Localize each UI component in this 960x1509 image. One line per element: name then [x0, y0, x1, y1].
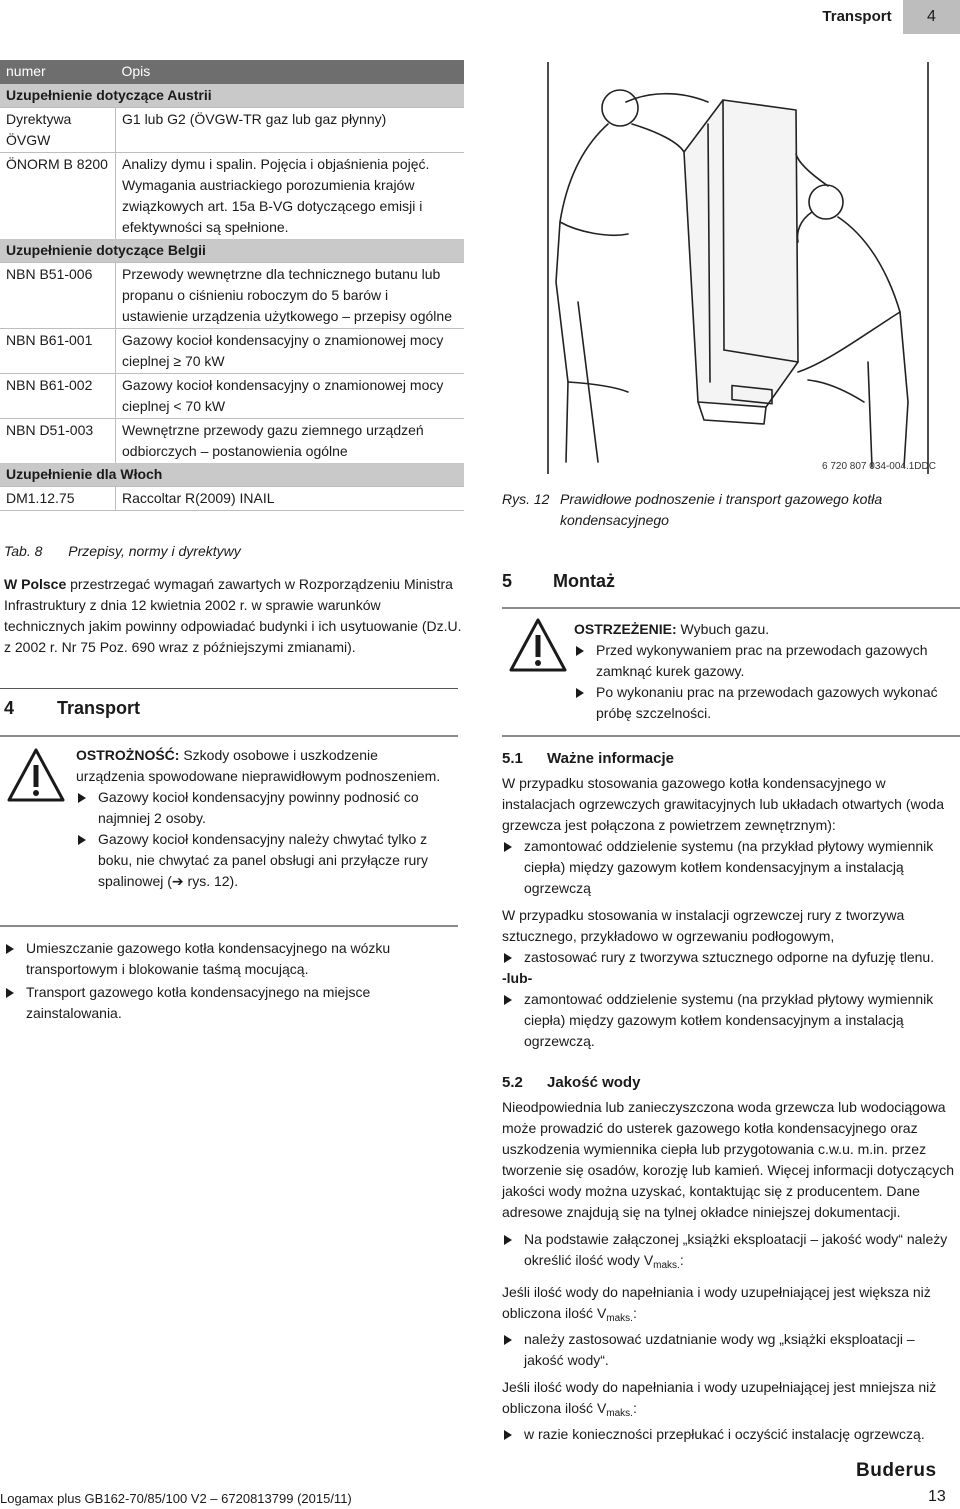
- table-row: [0, 329, 464, 374]
- list-item: [502, 836, 956, 899]
- list-item: [502, 989, 956, 1052]
- brand-logo: Buderus: [856, 1460, 937, 1481]
- poland-paragraph: [4, 574, 462, 658]
- poland-text: przestrzegać wymagań zawartych w Rozporządzeniu Ministra Infrastruktury z dnia 12 kwietnia 2002 r. w sprawie warunków technicznych jakim powinny odpowiadać budynki i ich usytuowanie (Dz.U. z 2002 r. Nr 75 Poz. 690 wraz z późniejszymi zmianami).: [4, 576, 462, 655]
- bullet-arrow-icon: [576, 688, 584, 698]
- header-title: Transport: [822, 8, 892, 25]
- caution-title: OSTROŻNOŚĆ:: [76, 747, 180, 763]
- table-caption-label: Tab. 8: [4, 543, 43, 559]
- list-item-text: należy zastosować uzdatnianie wody wg „książki eksploatacji – jakość wody“.: [524, 1331, 915, 1368]
- list-item: [76, 829, 446, 892]
- warning-description: Wybuch gazu.: [676, 621, 770, 637]
- paragraph: [502, 1282, 956, 1329]
- caution-text: [76, 745, 446, 892]
- bullet-arrow-icon: [504, 842, 512, 852]
- list-item-text: zamontować oddzielenie systemu (na przykład płytowy wymiennik ciepła) między gazowym kotłem kondensacyjnym a instalacją ogrzewczą: [524, 838, 934, 896]
- section-5-1-number: 5.1: [502, 750, 523, 767]
- table-cell-description: Wewnętrzne przewody gazu ziemnego urządzeń odbiorczych – postanowienia ogólne: [116, 419, 465, 464]
- section-5-2-number: 5.2: [502, 1074, 523, 1091]
- table-caption-text: Przepisy, normy i dyrektywy: [68, 543, 241, 559]
- section-4-title: Transport: [57, 698, 141, 718]
- or-separator: -lub-: [502, 970, 533, 986]
- boiler-lifting-illustration: [508, 62, 952, 474]
- section-divider: [0, 688, 458, 689]
- warning-triangle-icon: [508, 617, 568, 673]
- bullet-arrow-icon: [78, 835, 86, 845]
- section-5-1-heading: [502, 748, 956, 769]
- footer-document: Logamax plus GB162-70/85/100 V2 – 6720813799 (2015/11): [0, 1491, 352, 1506]
- list-item: [502, 1329, 956, 1371]
- section-5-2-heading: [502, 1072, 956, 1093]
- list-item: [4, 982, 460, 1024]
- section-5-1-title: Ważne informacje: [547, 750, 675, 767]
- section-4-list: [4, 938, 460, 1024]
- section-row-italy: Uzupełnienie dla Włoch: [0, 463, 464, 487]
- table-cell-description: Analizy dymu i spalin. Pojęcia i objaśnienia pojęć. Wymagania austriackiego porozumienia krajów związkowych art. 15a B-VG dotyczącego emisji i efektywności są spełnione.: [116, 153, 465, 240]
- standards-table: [0, 60, 464, 511]
- bullet-arrow-icon: [504, 995, 512, 1005]
- section-5-heading: [502, 571, 615, 592]
- list-item: [76, 787, 446, 829]
- table-row: [0, 153, 464, 240]
- caution-box: [0, 735, 458, 927]
- bullet-arrow-icon: [504, 1235, 512, 1245]
- table-cell-number: NBN B61-002: [0, 374, 116, 419]
- list-item-text: Przed wykonywaniem prac na przewodach gazowych zamknąć kurek gazowy.: [596, 642, 928, 679]
- list-item-text: zamontować oddzielenie systemu (na przykład płytowy wymiennik ciepła) między gazowym kotłem kondensacyjnym a instalacją ogrzewczą.: [524, 991, 934, 1049]
- section-row-austria: Uzupełnienie dotyczące Austrii: [0, 84, 464, 108]
- paragraph: W przypadku stosowania gazowego kotła kondensacyjnego w instalacjach ogrzewczych grawitacyjnych lub układach otwartych (woda grzewcza jest połączona z powietrzem zewnętrznym):: [502, 775, 944, 833]
- section-4-number: 4: [4, 698, 15, 718]
- paragraph-text: Jeśli ilość wody do napełniania i wody uzupełniającej jest większa niż obliczona ilość V: [502, 1284, 931, 1321]
- bullet-arrow-icon: [78, 793, 86, 803]
- table-cell-description: Raccoltar R(2009) INAIL: [116, 487, 465, 511]
- col-header-number: numer: [0, 60, 116, 84]
- table-cell-number: NBN D51-003: [0, 419, 116, 464]
- list-item-text: Po wykonaniu prac na przewodach gazowych wykonać próbę szczelności.: [596, 684, 938, 721]
- list-item: [574, 640, 954, 682]
- figure-boiler-lifting: [508, 62, 952, 474]
- subscript-maks: maks.: [606, 1408, 633, 1419]
- table-cell-number: DM1.12.75: [0, 487, 116, 511]
- section-5-number: 5: [502, 571, 513, 591]
- section-5-1: [502, 748, 956, 1052]
- table-cell-description: Gazowy kocioł kondensacyjny o znamionowej mocy cieplnej ≥ 70 kW: [116, 329, 465, 374]
- section-row-belgium: Uzupełnienie dotyczące Belgii: [0, 239, 464, 263]
- bullet-arrow-icon: [576, 646, 584, 656]
- section-5-2: [502, 1072, 956, 1445]
- list-item-text: Gazowy kocioł kondensacyjny powinny podnosić co najmniej 2 osoby.: [98, 789, 419, 826]
- table-cell-description: G1 lub G2 (ÖVGW-TR gaz lub gaz płynny): [116, 108, 465, 153]
- table-row: [0, 108, 464, 153]
- table-row: [0, 487, 464, 511]
- list-item-text: Transport gazowego kotła kondensacyjnego na miejsce zainstalowania.: [26, 984, 371, 1021]
- list-item-text: Umieszczanie gazowego kotła kondensacyjnego na wózku transportowym i blokowanie taśmą mocującą.: [26, 940, 391, 977]
- subscript-maks: maks.: [606, 1313, 633, 1324]
- table-row: [0, 419, 464, 464]
- bullet-arrow-icon: [504, 1335, 512, 1345]
- table-cell-number: NBN B51-006: [0, 263, 116, 329]
- warning-box: [502, 607, 960, 737]
- subscript-maks: maks.: [653, 1260, 680, 1271]
- table-cell-number: Dyrektywa ÖVGW: [0, 108, 116, 153]
- caution-description: Szkody osobowe i uszkodzenie urządzenia spowodowane nieprawidłowym podnoszeniem.: [76, 747, 441, 784]
- figure-caption-text: Prawidłowe podnoszenie i transport gazowego kotła kondensacyjnego: [560, 491, 883, 528]
- bullet-arrow-icon: [504, 953, 512, 963]
- list-item: [4, 938, 460, 980]
- list-item: [502, 1424, 956, 1445]
- list-item-text: zastosować rury z tworzywa sztucznego odporne na dyfuzję tlenu.: [524, 949, 935, 965]
- paragraph: W przypadku stosowania w instalacji ogrzewczej rury z tworzywa sztucznego, przykładowo w ogrzewaniu podłogowym,: [502, 907, 905, 944]
- poland-bold: W Polsce: [4, 576, 67, 592]
- warning-title: OSTRZEŻENIE:: [574, 621, 677, 637]
- bullet-arrow-icon: [504, 1430, 512, 1440]
- figure-caption: [502, 489, 942, 531]
- section-4-heading: [4, 698, 140, 719]
- paragraph: Nieodpowiednia lub zanieczyszczona woda grzewcza lub wodociągowa może prowadzić do usterek gazowego kotła kondensacyjnego oraz uszkodzenia wymiennika ciepła lub przygotowania c.w.u. m.in. przez tworzenie się osadów, korozję lub kamień. Więcej informacji dotyczących jakości wody można uzyskać, kontaktując się z producentem. Dane adresowe znajdują się na tylnej okładce niniejszej dokumentacji.: [502, 1099, 955, 1220]
- colon: :: [632, 1305, 637, 1321]
- table-row: [0, 374, 464, 419]
- table-cell-number: NBN B61-001: [0, 329, 116, 374]
- paragraph-text: Jeśli ilość wody do napełniania i wody uzupełniającej jest mniejsza niż obliczona ilość V: [502, 1379, 937, 1416]
- section-5-2-title: Jakość wody: [547, 1074, 641, 1091]
- list-item: [502, 1229, 956, 1276]
- header-page-number: 4: [903, 0, 960, 34]
- footer-page-number: 13: [928, 1488, 946, 1505]
- figure-caption-label: Rys. 12: [502, 491, 550, 507]
- paragraph: [502, 1377, 956, 1424]
- warning-text: [574, 619, 954, 724]
- bullet-arrow-icon: [6, 944, 14, 954]
- table-caption: [4, 541, 241, 562]
- section-5-title: Montaż: [553, 571, 616, 591]
- table-cell-description: Przewody wewnętrzne dla technicznego butanu lub propanu o ciśnieniu roboczym do 5 barów i ustawienie urządzenia użytkowego – przepisy ogólne: [116, 263, 465, 329]
- warning-triangle-icon: [6, 747, 66, 803]
- figure-code: 6 720 807 034-004.1DDC: [822, 461, 936, 472]
- colon: :: [679, 1252, 684, 1268]
- list-item: [574, 682, 954, 724]
- table-row: [0, 263, 464, 329]
- list-item-text: Na podstawie załączonej „książki eksploatacji – jakość wody“ należy określić ilość wody V: [524, 1231, 948, 1268]
- table-cell-number: ÖNORM B 8200: [0, 153, 116, 240]
- list-item-text: Gazowy kocioł kondensacyjny należy chwytać tylko z boku, nie chwytać za panel obsługi ani przyłącze rury spalinowej (➔ rys. 12).: [98, 831, 428, 889]
- colon: :: [632, 1400, 637, 1416]
- list-item: [502, 947, 956, 968]
- list-item-text: w razie konieczności przepłukać i oczyścić instalację ogrzewczą.: [524, 1426, 925, 1442]
- bullet-arrow-icon: [6, 988, 14, 998]
- table-cell-description: Gazowy kocioł kondensacyjny o znamionowej mocy cieplnej < 70 kW: [116, 374, 465, 419]
- col-header-description: Opis: [116, 60, 465, 84]
